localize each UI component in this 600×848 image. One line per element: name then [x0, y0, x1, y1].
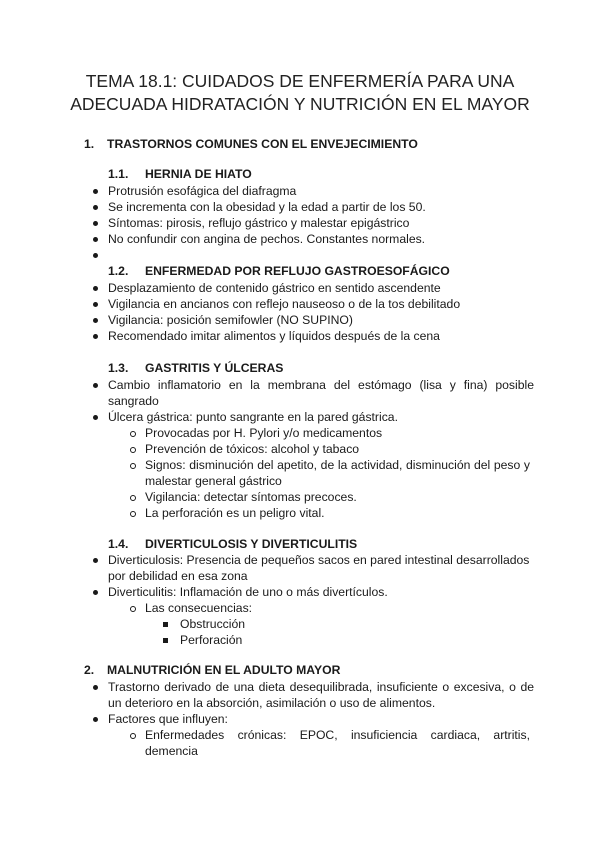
list-item: Cambio inflamatorio en la membrana del estómago (lisa y fina) posible sangrado: [94, 377, 534, 409]
circle-bullet-icon: [130, 511, 136, 517]
section-number: 2.: [84, 663, 95, 677]
bullet-icon: [93, 318, 98, 323]
bullet-icon: [93, 189, 98, 194]
list-item: Úlcera gástrica: punto sangrante en la pared gástrica.: [94, 409, 534, 425]
list-item: No confundir con angina de pechos. Constantes normales.: [94, 231, 534, 247]
subsection-heading: ENFERMEDAD POR REFLUJO GASTROESOFÁGICO: [145, 264, 450, 278]
bullet-icon: [93, 383, 98, 388]
circle-bullet-icon: [130, 431, 136, 437]
bullet-icon: [93, 286, 98, 291]
list-item: Diverticulitis: Inflamación de uno o más divertículos.: [94, 584, 534, 600]
section-heading: TRASTORNOS COMUNES CON EL ENVEJECIMIENTO: [107, 137, 418, 151]
sub-list-item: Provocadas por H. Pylori y/o medicamentos: [130, 425, 530, 441]
list-item: Factores que influyen:: [94, 711, 534, 727]
circle-bullet-icon: [130, 495, 136, 501]
sub-list-item: Enfermedades crónicas: EPOC, insuficiencia cardiaca, artritis, demencia: [130, 727, 530, 759]
list-item: Diverticulosis: Presencia de pequeños sacos en pared intestinal desarrollados por debilidad en esa zona: [94, 552, 534, 584]
sub-list-item: Prevención de tóxicos: alcohol y tabaco: [130, 441, 530, 457]
list-item: Síntomas: pirosis, reflujo gástrico y malestar epigástrico: [94, 215, 534, 231]
list-item: Trastorno derivado de una dieta desequilibrada, insuficiente o excesiva, o de un deterioro en la absorción, asimilación o uso de alimentos.: [94, 679, 534, 711]
bullet-icon: [93, 717, 98, 722]
section-heading: MALNUTRICIÓN EN EL ADULTO MAYOR: [107, 663, 341, 677]
sub-list-item: Las consecuencias:: [130, 600, 530, 616]
bullet-icon: [93, 590, 98, 595]
subsection-number: 1.1.: [108, 167, 129, 181]
subsection-number: 1.3.: [108, 361, 129, 375]
subsection-number: 1.4.: [108, 537, 129, 551]
circle-bullet-icon: [130, 733, 136, 739]
list-item: Vigilancia: posición semifowler (NO SUPINO): [94, 312, 534, 328]
sub-sub-list-item: Perforación: [163, 632, 523, 648]
bullet-icon: [93, 302, 98, 307]
list-item: Desplazamiento de contenido gástrico en sentido ascendente: [94, 280, 534, 296]
circle-bullet-icon: [130, 463, 136, 469]
bullet-icon: [93, 253, 98, 258]
bullet-icon: [93, 334, 98, 339]
list-item: Recomendado imitar alimentos y líquidos después de la cena: [94, 328, 534, 344]
section-number: 1.: [84, 137, 95, 151]
list-item: Se incrementa con la obesidad y la edad a partir de los 50.: [94, 199, 534, 215]
subsection-number: 1.2.: [108, 264, 129, 278]
circle-bullet-icon: [130, 447, 136, 453]
bullet-icon: [93, 205, 98, 210]
bullet-icon: [93, 558, 98, 563]
bullet-icon: [93, 237, 98, 242]
list-item: Protrusión esofágica del diafragma: [94, 183, 534, 199]
bullet-icon: [93, 415, 98, 420]
bullet-icon: [93, 221, 98, 226]
subsection-heading: HERNIA DE HIATO: [145, 167, 252, 181]
bullet-icon: [93, 685, 98, 690]
list-item: Vigilancia en ancianos con reflejo nauseoso o de la tos debilitado: [94, 296, 534, 312]
square-bullet-icon: [163, 622, 168, 627]
sub-sub-list-item: Obstrucción: [163, 616, 523, 632]
square-bullet-icon: [163, 638, 168, 643]
sub-list-item: Signos: disminución del apetito, de la actividad, disminución del peso y malestar general gástrico: [130, 457, 530, 489]
sub-list-item: Vigilancia: detectar síntomas precoces.: [130, 489, 530, 505]
subsection-heading: DIVERTICULOSIS Y DIVERTICULITIS: [145, 537, 358, 551]
sub-list-item: La perforación es un peligro vital.: [130, 505, 530, 521]
subsection-heading: GASTRITIS Y ÚLCERAS: [145, 361, 284, 375]
circle-bullet-icon: [130, 606, 136, 612]
document-title: TEMA 18.1: CUIDADOS DE ENFERMERÍA PARA UNA ADECUADA HIDRATACIÓN Y NUTRICIÓN EN EL MAYOR: [70, 71, 530, 114]
